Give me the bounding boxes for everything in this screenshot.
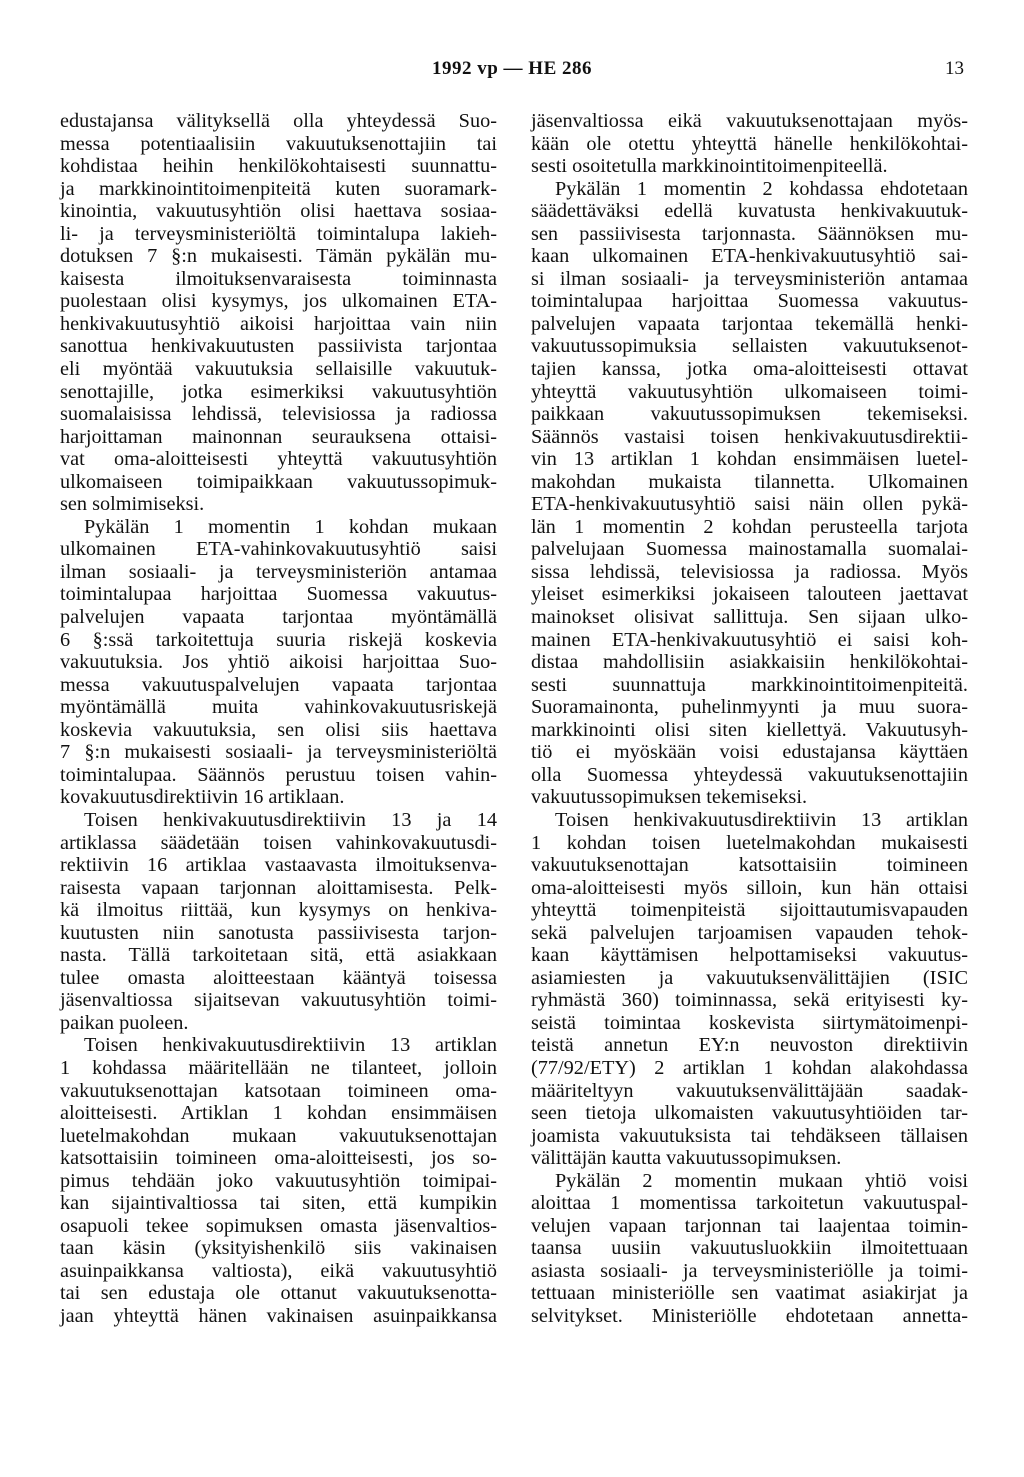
text-line: seistä toimintaa koskevista siirtymätoimenpi- xyxy=(531,1011,968,1034)
text-line: pimus tehdään joko vakuutusyhtiön toimipai- xyxy=(60,1169,497,1192)
text-line: paikkaan vakuutussopimuksen tekemiseksi. xyxy=(531,403,968,426)
text-line: paikan puoleen. xyxy=(60,1011,189,1034)
text-line: asiasta sosiaali- ja terveysministeriölle ja toimi- xyxy=(531,1259,968,1282)
text-line: kinointia, vakuutusyhtiön olisi haettava sosiaa- xyxy=(60,200,497,223)
text-line: artiklassa säädetään toisen vahinkovakuutusdi- xyxy=(60,831,497,854)
text-line: asuinpaikkansa valtiosta), eikä vakuutusyhtiö xyxy=(60,1259,497,1282)
text-line: sesti osoitetulla markkinointitoimenpiteellä. xyxy=(531,155,888,178)
text-line: taan käsin (yksityishenkilö siis vakinaisen xyxy=(60,1237,497,1260)
text-line: tajien kanssa, jotka oma-aloitteisesti ottavat xyxy=(531,358,968,381)
text-line: jaan yhteyttä hänen vakinaisen asuinpaikkansa xyxy=(60,1304,497,1327)
text-line: yhteyttä toimenpiteistä sijoittautumisvapauden xyxy=(531,899,968,922)
text-line: katsottaisiin toimineen oma-aloitteisesti, jos so- xyxy=(60,1147,497,1170)
text-line: ilman sosiaali- ja terveysministeriön antamaa xyxy=(60,560,497,583)
text-line: selvitykset. Ministeriölle ehdotetaan annetta- xyxy=(531,1304,968,1327)
text-line: myöntämällä muita vahinkovakuutusriskejä xyxy=(60,696,497,719)
text-line: koskevia vakuutuksia, sen olisi siis haettava xyxy=(60,718,497,741)
text-line: vakuutussopimuksen tekemiseksi. xyxy=(531,786,808,809)
document-reference: 1992 vp — HE 286 xyxy=(431,58,593,79)
text-line: oma-aloitteisesti myös silloin, kun hän ottaisi xyxy=(531,876,968,899)
text-line: luetelmakohdan mukaan vakuutuksenottajan xyxy=(60,1124,497,1147)
text-line: kaan käyttämisen helpottamiseksi vakuutus- xyxy=(531,944,968,967)
text-line: palvelujen vapaata tarjontaa myöntämällä xyxy=(60,606,497,629)
text-line: vin 13 artiklan 1 kohdan ensimmäisen luetel- xyxy=(531,448,968,471)
text-line: asiamiesten ja vakuutuksenvälittäjien (ISIC xyxy=(531,966,968,989)
text-line: tiö ei myöskään voisi edustajansa käyttäen xyxy=(531,741,968,764)
text-line: toimintalupaa harjoittaa Suomessa vakuutus- xyxy=(531,290,968,313)
text-line: rektiivin 16 artiklaa vastaavasta ilmoituksenva- xyxy=(60,854,497,877)
text-line: velujen vapaan tarjonnan tai laajentaa toimin- xyxy=(531,1214,968,1237)
text-line: kohdistaa heihin henkilökohtaisesti suunnattu- xyxy=(60,155,497,178)
text-line: suomalaisissa lehdissä, televisiossa ja radiossa xyxy=(60,403,497,426)
text-line: olla Suomessa yhteydessä vakuutuksenottajiin xyxy=(531,763,968,786)
text-line: kan sijaintivaltiossa tai siten, että kumpikin xyxy=(60,1192,497,1215)
text-line: messa potentiaalisiin vakuutuksenottajiin tai xyxy=(60,132,497,155)
page-header xyxy=(60,58,964,88)
text-line: kaan ulkomainen ETA-henkivakuutusyhtiö sai- xyxy=(531,245,968,268)
text-line: määriteltyyn vakuutuksenvälittäjään saadak- xyxy=(531,1079,968,1102)
text-line: toimintalupaa harjoittaa Suomessa vakuutus- xyxy=(60,583,497,606)
text-line: kä ilmoitus riittää, kun kysymys on henkiva- xyxy=(60,899,497,922)
text-line: palvelujaan Suomessa mainostamalla suomalai- xyxy=(531,538,968,561)
text-line: henkivakuutusyhtiö aikoisi harjoittaa vain niin xyxy=(60,312,497,335)
text-line: Toisen henkivakuutusdirektiivin 13 artiklan xyxy=(555,808,968,831)
text-line: puolestaan olisi kysymys, jos ulkomainen ETA- xyxy=(60,290,497,313)
text-line: seen tietoja ulkomaisten vakuutusyhtiöiden tar- xyxy=(531,1102,968,1125)
text-line: vat oma-aloitteisesti yhteyttä vakuutusyhtiön xyxy=(60,448,497,471)
text-line: (77/92/ETY) 2 artiklan 1 kohdan alakohdassa xyxy=(531,1056,968,1079)
text-line: ETA-henkivakuutusyhtiö saisi näin ollen pykä- xyxy=(531,493,968,516)
text-line: jäsenvaltiossa eikä vakuutuksenottajaan myös- xyxy=(531,110,968,132)
text-line: yhteyttä vakuutusyhtiön ulkomaiseen toimi- xyxy=(531,380,968,403)
text-line: markkinointi olisi siten kiellettyä. Vakuutusyh- xyxy=(531,718,968,741)
text-line: Toisen henkivakuutusdirektiivin 13 ja 14 xyxy=(84,808,497,831)
text-line: messa vakuutuspalvelujen vapaata tarjontaa xyxy=(60,673,497,696)
text-line: tai sen edustaja ole ottanut vakuutuksenotta- xyxy=(60,1282,497,1305)
text-line: yleiset esimerkiksi jokaiseen talouteen jaettavat xyxy=(531,583,968,606)
text-line: Pykälän 1 momentin 2 kohdassa ehdotetaan xyxy=(555,177,968,200)
text-line: vakuutuksenottajan katsotaan toimineen oma- xyxy=(60,1079,497,1102)
text-line: raisesta vapaan tarjonnan aloittamisesta. Pelk- xyxy=(60,876,497,899)
text-line: distaa mahdollisiin asiakkaisiin henkilökohtai- xyxy=(531,651,968,674)
text-line: taansa uusiin vakuutusluokkiin ilmoitettuaan xyxy=(531,1237,968,1260)
text-line: aloittaa 1 momentissa tarkoitetun vakuutuspal- xyxy=(531,1192,968,1215)
page-number: 13 xyxy=(945,58,964,79)
text-line: län 1 momentin 2 kohdan perusteella tarjota xyxy=(531,515,968,538)
text-line: toimintalupaa. Säännös perustuu toisen vahin- xyxy=(60,763,497,786)
text-line: edustajansa välityksellä olla yhteydessä Suo- xyxy=(60,110,497,132)
text-line: säädettäväksi edellä kuvatusta henkivakuutuk- xyxy=(531,200,968,223)
text-line: 6 §:ssä tarkoitettuja suuria riskejä koskevia xyxy=(60,628,497,651)
text-line: makohdan mukaista tilannetta. Ulkomainen xyxy=(531,470,968,493)
text-line: kään ole otettu yhteyttä hänelle henkilökohtai- xyxy=(531,132,968,155)
text-line: välittäjän kautta vakuutussopimuksen. xyxy=(531,1147,842,1170)
text-line: teistä annetun EY:n neuvoston direktiivin xyxy=(531,1034,968,1057)
text-line: aloitteisesti. Artiklan 1 kohdan ensimmäisen xyxy=(60,1102,497,1125)
text-line: osapuoli tekee sopimuksen omasta jäsenvaltios- xyxy=(60,1214,497,1237)
text-line: mainen ETA-henkivakuutusyhtiö ei saisi koh- xyxy=(531,628,968,651)
left-column xyxy=(60,110,497,1328)
text-line: ryhmästä 360) toiminnassa, sekä erityisesti ky- xyxy=(531,989,968,1012)
text-line: dotuksen 7 §:n mukaisesti. Tämän pykälän mu- xyxy=(60,245,497,268)
text-line: jäsenvaltiossa sijaitsevan vakuutusyhtiön toimi- xyxy=(60,989,497,1012)
text-line: eli myöntää vakuutuksia sellaisille vakuutuk- xyxy=(60,358,497,381)
text-line: Säännös vastaisi toisen henkivakuutusdirektii- xyxy=(531,425,968,448)
text-line: sesti suunnattuja markkinointitoimenpiteitä. xyxy=(531,673,968,696)
text-line: Toisen henkivakuutusdirektiivin 13 artiklan xyxy=(84,1034,497,1057)
text-line: tulee omasta aloitteestaan kääntyä toisessa xyxy=(60,966,497,989)
text-line: si ilman sosiaali- ja terveysministeriön antamaa xyxy=(531,267,968,290)
text-line: li- ja terveysministeriöltä toimintalupa lakieh- xyxy=(60,222,497,245)
text-line: sanottua henkivakuutusten passiivista tarjontaa xyxy=(60,335,497,358)
text-line: sen passiivisesta tarjonnasta. Säännöksen mu- xyxy=(531,222,968,245)
text-line: Pykälän 1 momentin 1 kohdan mukaan xyxy=(84,515,497,538)
text-line: vakuutuksia. Jos yhtiö aikoisi harjoittaa Suo- xyxy=(60,651,497,674)
text-line: kaisesta ilmoituksenvaraisesta toiminnasta xyxy=(60,267,497,290)
text-line: joamista vakuutuksista tai tehdäkseen tällaisen xyxy=(531,1124,968,1147)
text-line: mainokset olisivat sallittuja. Sen sijaan ulko- xyxy=(531,606,968,629)
text-line: sissa lehdissä, televisiossa ja radiossa. Myös xyxy=(531,560,968,583)
text-line: nasta. Tällä tarkoitetaan sitä, että asiakkaan xyxy=(60,944,497,967)
text-line: senottajille, jotka esimerkiksi vakuutusyhtiön xyxy=(60,380,497,403)
text-line: vakuutussopimuksia sellaisten vakuutuksenot- xyxy=(531,335,968,358)
text-line: palvelujen vapaata tarjontaa tekemällä henki- xyxy=(531,312,968,335)
text-line: ulkomaiseen toimipaikkaan vakuutussopimuk- xyxy=(60,470,497,493)
text-line: 7 §:n mukaisesti sosiaali- ja terveysministeriöltä xyxy=(60,741,497,764)
text-line: 1 kohdassa määritellään ne tilanteet, jolloin xyxy=(60,1056,497,1079)
text-line: harjoittaman mainonnan seurauksena ottaisi- xyxy=(60,425,497,448)
text-line: kovakuutusdirektiivin 16 artiklaan. xyxy=(60,786,345,809)
text-line: Pykälän 2 momentin mukaan yhtiö voisi xyxy=(555,1169,968,1192)
text-line: 1 kohdan toisen luetelmakohdan mukaisesti xyxy=(531,831,968,854)
text-line: kuutusten niin sanotusta passiivisesta tarjon- xyxy=(60,921,497,944)
text-line: tettuaan ministeriölle sen vaatimat asiakirjat ja xyxy=(531,1282,968,1305)
text-line: ja markkinointitoimenpiteitä kuten suoramark- xyxy=(60,177,497,200)
text-line: sen solmimiseksi. xyxy=(60,493,205,516)
right-column xyxy=(531,110,968,1328)
text-line: Suoramainonta, puhelinmyynti ja muu suora- xyxy=(531,696,968,719)
text-line: vakuutuksenottajan katsottaisiin toimineen xyxy=(531,854,968,877)
text-line: sekä palvelujen tarjoamisen vapauden tehok- xyxy=(531,921,968,944)
text-line: ulkomainen ETA-vahinkovakuutusyhtiö saisi xyxy=(60,538,497,561)
